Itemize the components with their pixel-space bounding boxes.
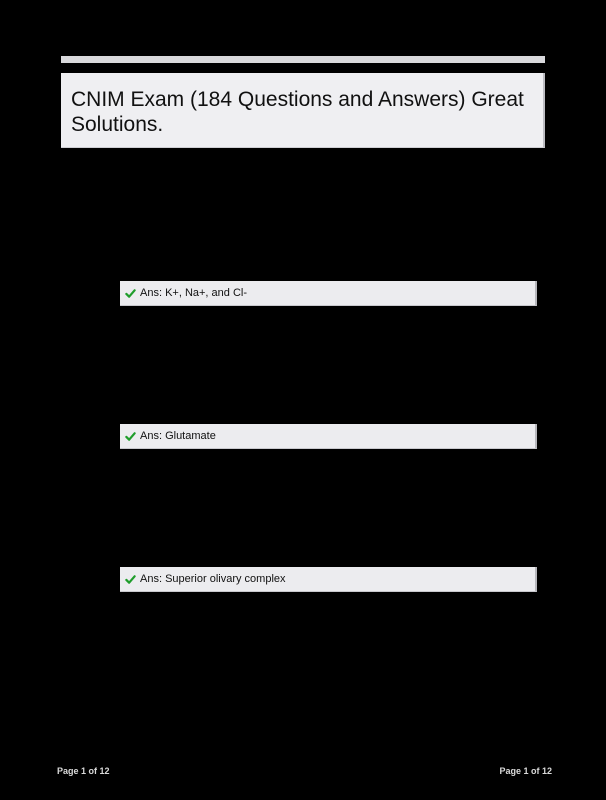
answer-text: Ans: Superior olivary complex	[140, 573, 286, 585]
answer-item	[120, 424, 537, 449]
check-icon	[125, 288, 136, 299]
footer-right: Page 1 of 12	[499, 766, 552, 776]
answer-text: Ans: K+, Na+, and Cl-	[140, 287, 247, 299]
check-icon	[125, 574, 136, 585]
check-icon	[125, 431, 136, 442]
answer-item	[120, 567, 537, 592]
title-box	[61, 73, 545, 148]
footer-left: Page 1 of 12	[57, 766, 110, 776]
header-rule	[61, 56, 545, 63]
document-title: CNIM Exam (184 Questions and Answers) Great Solutions.	[71, 88, 524, 136]
answer-text: Ans: Glutamate	[140, 430, 216, 442]
answer-item	[120, 281, 537, 306]
